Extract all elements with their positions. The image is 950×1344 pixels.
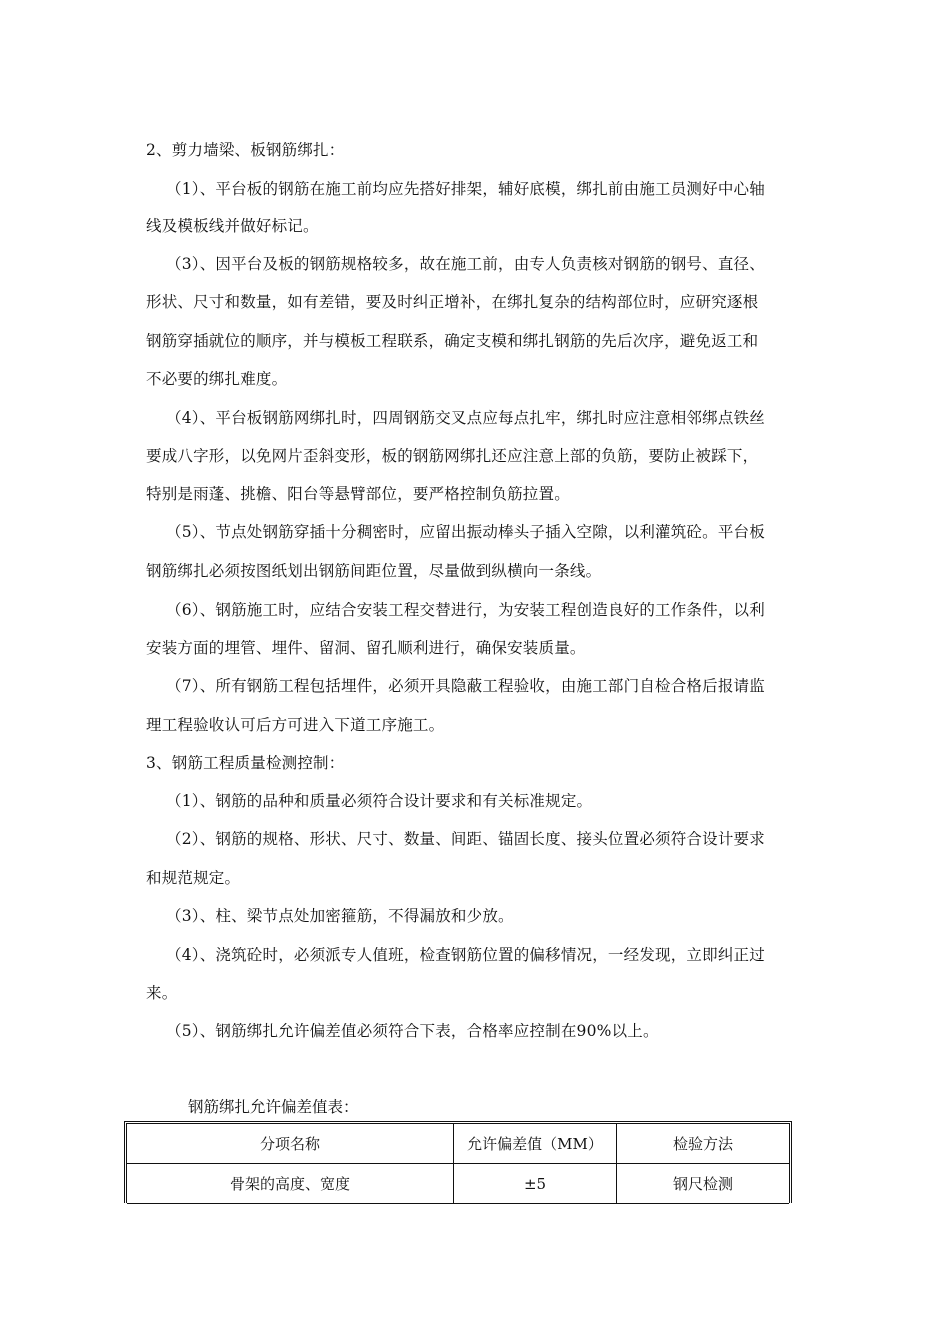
paragraph-line: 钢筋穿插就位的顺序，并与模板工程联系，确定支模和绑扎钢筋的先后次序，避免返工和 — [146, 332, 759, 350]
paragraph-line: 线及模板线并做好标记。 — [146, 217, 319, 235]
paragraph-line: （4）、浇筑砼时，必须派专人值班，检查钢筋位置的偏移情况，一经发现，立即纠正过 — [166, 946, 765, 964]
paragraph-line: （3）、柱、梁节点处加密箍筋，不得漏放和少放。 — [166, 907, 514, 925]
paragraph-line: （7）、所有钢筋工程包括埋件，必须开具隐蔽工程验收，由施工部门自检合格后报请监 — [166, 677, 765, 695]
paragraph-line: 来。 — [146, 984, 178, 1002]
paragraph-line: （5）、节点处钢筋穿插十分稠密时，应留出振动棒头子插入空隙，以利灌筑砼。平台板 — [166, 523, 765, 541]
paragraph-line: （5）、钢筋绑扎允许偏差值必须符合下表，合格率应控制在90%以上。 — [166, 1022, 659, 1040]
table-caption: 钢筋绑扎允许偏差值表： — [188, 1098, 359, 1116]
heading-section-2: 2、剪力墙梁、板钢筋绑扎： — [146, 141, 345, 159]
cell-tolerance: ±5 — [454, 1164, 617, 1204]
paragraph-line: 理工程验收认可后方可进入下道工序施工。 — [146, 716, 445, 734]
table-header-row — [127, 1124, 789, 1164]
paragraph-line: 安装方面的埋管、埋件、留洞、留孔顺利进行，确保安装质量。 — [146, 639, 586, 657]
tolerance-table — [124, 1121, 792, 1203]
cell-item: 骨架的高度、宽度 — [127, 1164, 454, 1204]
paragraph-line: 和规范规定。 — [146, 869, 241, 887]
header-cell-method: 检验方法 — [617, 1124, 790, 1164]
paragraph-line: （6）、钢筋施工时，应结合安装工程交替进行，为安装工程创造良好的工作条件，以利 — [166, 601, 765, 619]
paragraph-line: 形状、尺寸和数量，如有差错，要及时纠正增补，在绑扎复杂的结构部位时，应研究逐根 — [146, 293, 759, 311]
table-row — [127, 1164, 789, 1204]
paragraph-line: 不必要的绑扎难度。 — [146, 370, 288, 388]
paragraph-line: （1）、钢筋的品种和质量必须符合设计要求和有关标准规定。 — [166, 792, 593, 810]
paragraph-line: 要成八字形，以免网片歪斜变形，板的钢筋网绑扎还应注意上部的负筋，要防止被踩下， — [146, 447, 759, 465]
paragraph-line: （1）、平台板的钢筋在施工前均应先搭好排架，辅好底模，绑扎前由施工员测好中心轴 — [166, 180, 765, 198]
paragraph-line: （4）、平台板钢筋网绑扎时，四周钢筋交叉点应每点扎牢，绑扎时应注意相邻绑点铁丝 — [166, 409, 765, 427]
header-cell-item: 分项名称 — [127, 1124, 454, 1164]
header-cell-tolerance: 允许偏差值（MM） — [454, 1124, 617, 1164]
paragraph-line: 特别是雨蓬、挑檐、阳台等悬臂部位，要严格控制负筋拉置。 — [146, 485, 570, 503]
paragraph-line: （2）、钢筋的规格、形状、尺寸、数量、间距、锚固长度、接头位置必须符合设计要求 — [166, 830, 765, 848]
cell-method: 钢尺检测 — [617, 1164, 790, 1204]
heading-section-3: 3、钢筋工程质量检测控制： — [146, 754, 345, 772]
paragraph-line: （3）、因平台及板的钢筋规格较多，故在施工前，由专人负责核对钢筋的钢号、直径、 — [166, 255, 765, 273]
paragraph-line: 钢筋绑扎必须按图纸划出钢筋间距位置，尽量做到纵横向一条线。 — [146, 562, 602, 580]
